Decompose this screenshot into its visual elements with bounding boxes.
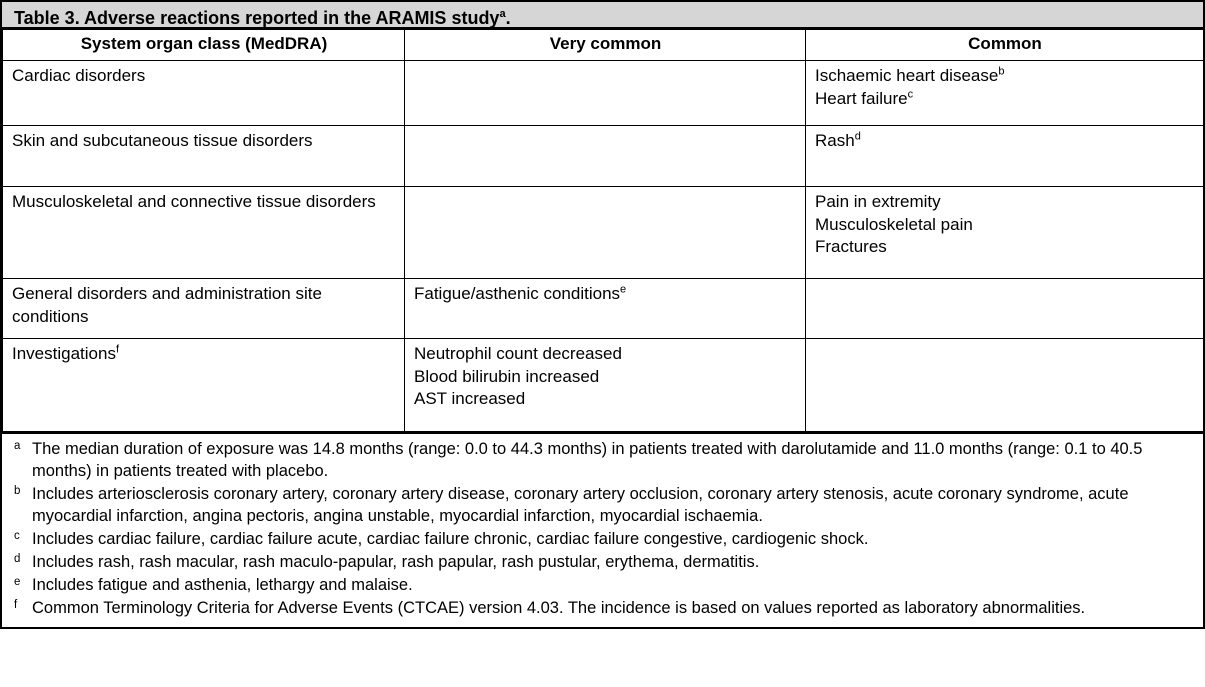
cell-common xyxy=(806,339,1204,432)
footnote-item xyxy=(10,575,1197,597)
footnote-item xyxy=(10,598,1197,620)
cell-very-common xyxy=(405,126,806,187)
table-row xyxy=(3,126,1204,187)
reaction-item: Blood bilirubin increased xyxy=(414,366,600,386)
table-header xyxy=(3,30,1204,61)
reaction-footnote-marker: e xyxy=(620,283,627,296)
footnote-marker: c xyxy=(14,530,20,543)
reaction-text: Ischaemic heart disease xyxy=(815,66,999,86)
cell-system-organ-class xyxy=(3,61,405,126)
adverse-reactions-grid xyxy=(2,29,1204,432)
reaction-item: Neutrophil count decreased xyxy=(414,344,622,364)
footnote-marker: a xyxy=(14,440,21,453)
footnote-item xyxy=(10,529,1197,551)
column-header-system-organ-class: System organ class (MedDRA) xyxy=(3,30,405,61)
cell-system-organ-class xyxy=(3,126,405,187)
table-caption-footnote-marker: a xyxy=(499,8,506,20)
cell-system-organ-class xyxy=(3,279,405,339)
cell-system-organ-class xyxy=(3,339,405,432)
soc-label: Skin and subcutaneous tissue disorders xyxy=(12,131,313,151)
cell-very-common xyxy=(405,279,806,339)
soc-label: Investigations xyxy=(12,344,116,364)
reaction-text: Rash xyxy=(815,131,855,151)
reaction-text: Heart failure xyxy=(815,88,908,108)
cell-very-common xyxy=(405,339,806,432)
soc-label: General disorders and administration site conditions xyxy=(12,284,322,326)
cell-system-organ-class xyxy=(3,187,405,279)
footnote-text: Common Terminology Criteria for Adverse Events (CTCAE) version 4.03. The incidence is based on values reported as laboratory abnormalities. xyxy=(32,599,1086,617)
cell-common xyxy=(806,279,1204,339)
reaction-item: Musculoskeletal pain xyxy=(815,214,973,234)
cell-very-common xyxy=(405,61,806,126)
soc-label: Cardiac disorders xyxy=(12,66,146,86)
table-row xyxy=(3,339,1204,432)
soc-label: Musculoskeletal and connective tissue disorders xyxy=(12,192,376,212)
header-row xyxy=(3,30,1204,61)
table-caption-period: . xyxy=(505,8,511,28)
footnote-item xyxy=(10,439,1197,483)
footnote-item xyxy=(10,484,1197,528)
column-header-very-common: Very common xyxy=(405,30,806,61)
table-body xyxy=(3,61,1204,432)
footnotes-section xyxy=(2,432,1203,627)
cell-common xyxy=(806,187,1204,279)
table-row xyxy=(3,279,1204,339)
reaction-footnote-marker: b xyxy=(998,65,1005,78)
table-caption xyxy=(2,2,1203,29)
footnote-text: The median duration of exposure was 14.8 months (range: 0.0 to 44.3 months) in patients treated with darolutamide and 11.0 months (range: 0.1 to 40.5 months) in patients treated with placebo. xyxy=(32,440,1143,481)
footnote-item xyxy=(10,552,1197,574)
footnote-marker: e xyxy=(14,576,21,589)
reaction-item xyxy=(815,65,1195,87)
table-caption-text: Table 3. Adverse reactions reported in the ARAMIS study xyxy=(14,8,500,28)
column-header-common: Common xyxy=(806,30,1204,61)
reaction-item xyxy=(815,88,1195,110)
reaction-item: Fractures xyxy=(815,237,887,257)
soc-footnote-marker: f xyxy=(115,343,120,356)
reaction-text: Fatigue/asthenic conditions xyxy=(414,284,621,304)
reaction-item xyxy=(815,130,1195,152)
footnote-text: Includes cardiac failure, cardiac failure acute, cardiac failure chronic, cardiac failure congestive, cardiogenic shock. xyxy=(32,530,869,549)
table-row xyxy=(3,187,1204,279)
footnote-marker: b xyxy=(14,485,21,498)
reaction-item xyxy=(414,283,797,305)
footnote-text: Includes fatigue and asthenia, lethargy and malaise. xyxy=(32,576,413,595)
footnote-marker: d xyxy=(14,553,21,566)
cell-common xyxy=(806,61,1204,126)
table-row xyxy=(3,61,1204,126)
footnote-text: Includes rash, rash macular, rash maculo-papular, rash papular, rash pustular, erythema, dermatitis. xyxy=(32,553,760,572)
reaction-item: Pain in extremity xyxy=(815,192,941,212)
reaction-footnote-marker: c xyxy=(907,88,914,101)
cell-very-common xyxy=(405,187,806,279)
footnote-marker: f xyxy=(14,599,18,611)
footnote-text: Includes arteriosclerosis coronary artery, coronary artery disease, coronary artery occlusion, coronary artery stenosis, acute coronary syndrome, acute myocardial infarction, angina pectoris, angina unstable, myocardial infarction, myocardial ischaemia. xyxy=(32,485,1129,526)
reaction-footnote-marker: d xyxy=(854,130,861,143)
reaction-item: AST increased xyxy=(414,389,526,409)
cell-common xyxy=(806,126,1204,187)
